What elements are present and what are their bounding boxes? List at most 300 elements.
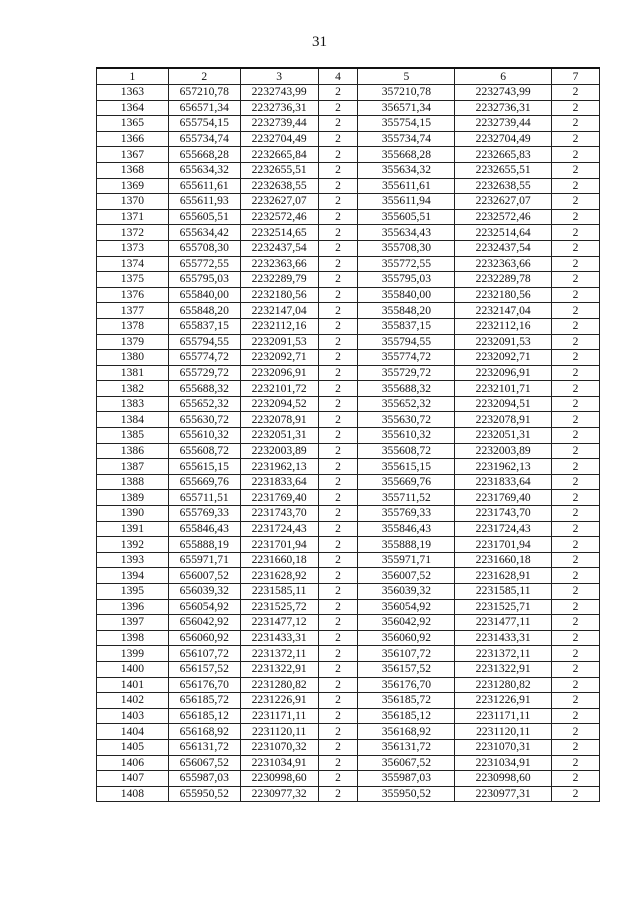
table-cell: 1366 (97, 131, 169, 147)
table-cell: 656571,34 (168, 100, 240, 116)
table-cell: 2 (552, 568, 600, 584)
table-cell: 2230977,31 (455, 786, 552, 802)
table-cell: 655615,15 (168, 459, 240, 475)
table-cell: 355772,55 (358, 256, 455, 272)
table-row (97, 677, 600, 693)
table-cell: 1375 (97, 272, 169, 288)
table-cell: 2231525,72 (240, 599, 318, 615)
table-cell: 656185,12 (168, 708, 240, 724)
table-cell: 2 (318, 334, 358, 350)
table-cell: 655795,03 (168, 272, 240, 288)
table-cell: 656042,92 (168, 615, 240, 631)
table-cell: 2 (552, 225, 600, 241)
table-cell: 655652,32 (168, 396, 240, 412)
table-cell: 655971,71 (168, 552, 240, 568)
table-cell: 656107,72 (168, 646, 240, 662)
table-cell: 1384 (97, 412, 169, 428)
table-cell: 355611,61 (358, 178, 455, 194)
table-cell: 356571,34 (358, 100, 455, 116)
table-cell: 2 (318, 599, 358, 615)
table-cell: 2232638,55 (455, 178, 552, 194)
table-cell: 2232092,71 (240, 350, 318, 366)
table-cell: 2 (318, 272, 358, 288)
table-cell: 2231724,43 (240, 521, 318, 537)
column-header: 7 (552, 68, 600, 85)
table-cell: 2 (552, 630, 600, 646)
table-cell: 2232655,51 (455, 162, 552, 178)
table-cell: 2232091,53 (455, 334, 552, 350)
table-cell: 2 (318, 677, 358, 693)
table-row (97, 428, 600, 444)
table-cell: 2231477,11 (455, 615, 552, 631)
table-cell: 656131,72 (168, 739, 240, 755)
table-cell: 1377 (97, 303, 169, 319)
table-cell: 2 (552, 661, 600, 677)
table-cell: 2232092,71 (455, 350, 552, 366)
table-cell: 2231525,71 (455, 599, 552, 615)
table-cell: 1371 (97, 209, 169, 225)
table-cell: 357210,78 (358, 85, 455, 101)
table-cell: 2 (552, 459, 600, 475)
table-cell: 2231628,92 (240, 568, 318, 584)
table-cell: 2 (552, 116, 600, 132)
table-cell: 2231660,18 (455, 552, 552, 568)
table-cell: 2 (552, 396, 600, 412)
table-cell: 2 (552, 287, 600, 303)
table-cell: 2 (318, 116, 358, 132)
column-header: 6 (455, 68, 552, 85)
table-cell: 2232180,56 (455, 287, 552, 303)
table-cell: 355611,94 (358, 194, 455, 210)
table-cell: 655611,93 (168, 194, 240, 210)
table-cell: 655605,51 (168, 209, 240, 225)
table-row (97, 521, 600, 537)
table-cell: 2 (552, 350, 600, 366)
table-cell: 2231372,11 (455, 646, 552, 662)
table-cell: 655772,55 (168, 256, 240, 272)
table-cell: 1399 (97, 646, 169, 662)
table-cell: 2231372,11 (240, 646, 318, 662)
table-cell: 2231724,43 (455, 521, 552, 537)
table-cell: 355846,43 (358, 521, 455, 537)
table-cell: 2230998,60 (240, 771, 318, 787)
table-cell: 2232094,52 (240, 396, 318, 412)
table-cell: 355668,28 (358, 147, 455, 163)
table-cell: 655708,30 (168, 240, 240, 256)
table-cell: 656039,32 (168, 584, 240, 600)
table-cell: 355652,32 (358, 396, 455, 412)
table-row (97, 147, 600, 163)
table-cell: 655846,43 (168, 521, 240, 537)
table-cell: 1405 (97, 739, 169, 755)
table-row (97, 178, 600, 194)
table-cell: 2230977,32 (240, 786, 318, 802)
table-cell: 2 (552, 474, 600, 490)
table-cell: 1406 (97, 755, 169, 771)
table-cell: 2231701,94 (240, 537, 318, 553)
table-row (97, 599, 600, 615)
table-cell: 2232739,44 (240, 116, 318, 132)
table-cell: 2231280,82 (240, 677, 318, 693)
table-cell: 2 (552, 646, 600, 662)
table-cell: 2 (318, 630, 358, 646)
table-cell: 655754,15 (168, 116, 240, 132)
table-cell: 2231120,11 (455, 724, 552, 740)
table-cell: 2231477,12 (240, 615, 318, 631)
table-cell: 2 (318, 256, 358, 272)
table-cell: 2232096,91 (240, 365, 318, 381)
table-cell: 1407 (97, 771, 169, 787)
table-cell: 355754,15 (358, 116, 455, 132)
table-cell: 2232572,46 (240, 209, 318, 225)
column-header: 1 (97, 68, 169, 85)
table-cell: 2232003,89 (240, 443, 318, 459)
table-cell: 655950,52 (168, 786, 240, 802)
table-cell: 2231962,13 (455, 459, 552, 475)
table-cell: 2 (318, 225, 358, 241)
table-cell: 2 (318, 693, 358, 709)
table-cell: 355608,72 (358, 443, 455, 459)
table-cell: 1374 (97, 256, 169, 272)
table-row (97, 615, 600, 631)
table-cell: 2 (552, 552, 600, 568)
table-cell: 356007,52 (358, 568, 455, 584)
table-cell: 1392 (97, 537, 169, 553)
table-cell: 2232112,16 (240, 318, 318, 334)
table-row (97, 443, 600, 459)
table-cell: 356168,92 (358, 724, 455, 740)
table-cell: 655794,55 (168, 334, 240, 350)
table-cell: 2231226,91 (240, 693, 318, 709)
table-row (97, 100, 600, 116)
table-body (97, 85, 600, 802)
table-cell: 656060,92 (168, 630, 240, 646)
table-cell: 1400 (97, 661, 169, 677)
table-cell: 656007,52 (168, 568, 240, 584)
table-row (97, 771, 600, 787)
table-row (97, 131, 600, 147)
table-row (97, 537, 600, 553)
table-cell: 2 (552, 615, 600, 631)
table-row (97, 194, 600, 210)
table-cell: 355971,71 (358, 552, 455, 568)
table-row (97, 661, 600, 677)
table-cell: 355605,51 (358, 209, 455, 225)
table-cell: 2 (318, 552, 358, 568)
table-cell: 2 (318, 786, 358, 802)
table-cell: 2 (552, 256, 600, 272)
table-cell: 1380 (97, 350, 169, 366)
table-cell: 2232051,31 (455, 428, 552, 444)
table-row (97, 474, 600, 490)
table-cell: 1401 (97, 677, 169, 693)
table-cell: 355987,03 (358, 771, 455, 787)
table-cell: 1381 (97, 365, 169, 381)
table-cell: 655630,72 (168, 412, 240, 428)
table-cell: 355950,52 (358, 786, 455, 802)
table-cell: 2231743,70 (455, 506, 552, 522)
table-cell: 2231070,31 (455, 739, 552, 755)
table-cell: 2 (552, 786, 600, 802)
table-cell: 1397 (97, 615, 169, 631)
table-cell: 2232704,49 (240, 131, 318, 147)
table-cell: 2232091,53 (240, 334, 318, 350)
table-cell: 2 (318, 412, 358, 428)
table-cell: 2 (552, 599, 600, 615)
table-row (97, 334, 600, 350)
table-cell: 2 (318, 443, 358, 459)
table-cell: 2232147,04 (455, 303, 552, 319)
table-cell: 2 (318, 506, 358, 522)
table-cell: 2232003,89 (455, 443, 552, 459)
table-cell: 1402 (97, 693, 169, 709)
table-cell: 1396 (97, 599, 169, 615)
table-cell: 2231769,40 (455, 490, 552, 506)
table-cell: 2232147,04 (240, 303, 318, 319)
table-cell: 656185,72 (168, 693, 240, 709)
table-cell: 2 (318, 661, 358, 677)
table-cell: 2 (552, 739, 600, 755)
table-cell: 656054,92 (168, 599, 240, 615)
table-cell: 355669,76 (358, 474, 455, 490)
table-cell: 2 (318, 428, 358, 444)
table-cell: 2 (318, 381, 358, 397)
table-cell: 2 (552, 334, 600, 350)
table-row (97, 318, 600, 334)
table-cell: 2 (318, 194, 358, 210)
table-cell: 2 (318, 537, 358, 553)
table-cell: 2 (318, 459, 358, 475)
table-cell: 1386 (97, 443, 169, 459)
table-cell: 2 (552, 209, 600, 225)
table-cell: 355774,72 (358, 350, 455, 366)
table-cell: 2 (552, 131, 600, 147)
table-cell: 2232289,78 (455, 272, 552, 288)
table-cell: 1373 (97, 240, 169, 256)
table-cell: 2232736,31 (240, 100, 318, 116)
table-cell: 1364 (97, 100, 169, 116)
table-cell: 2231120,11 (240, 724, 318, 740)
table-cell: 655769,33 (168, 506, 240, 522)
table-row (97, 552, 600, 568)
table-cell: 2 (552, 537, 600, 553)
table-cell: 1379 (97, 334, 169, 350)
table-cell: 2232437,54 (240, 240, 318, 256)
table-cell: 2232363,66 (240, 256, 318, 272)
table-cell: 2231743,70 (240, 506, 318, 522)
table-row (97, 459, 600, 475)
table-cell: 2232101,72 (240, 381, 318, 397)
table-cell: 2231769,40 (240, 490, 318, 506)
table-cell: 2 (552, 272, 600, 288)
table-cell: 655987,03 (168, 771, 240, 787)
table-cell: 2 (552, 506, 600, 522)
table-cell: 356039,32 (358, 584, 455, 600)
table-cell: 2231322,91 (455, 661, 552, 677)
table-cell: 655688,32 (168, 381, 240, 397)
table-cell: 656157,52 (168, 661, 240, 677)
table-cell: 1389 (97, 490, 169, 506)
table-cell: 655729,72 (168, 365, 240, 381)
table-cell: 2 (552, 240, 600, 256)
table-cell: 2232743,99 (240, 85, 318, 101)
table-cell: 2232627,07 (455, 194, 552, 210)
table-cell: 1388 (97, 474, 169, 490)
table-cell: 355634,43 (358, 225, 455, 241)
table-cell: 2231833,64 (455, 474, 552, 490)
table-cell: 1367 (97, 147, 169, 163)
table-cell: 2 (318, 287, 358, 303)
table-cell: 2 (318, 615, 358, 631)
table-cell: 655734,74 (168, 131, 240, 147)
table-cell: 355837,15 (358, 318, 455, 334)
table-cell: 356060,92 (358, 630, 455, 646)
table-cell: 2231628,91 (455, 568, 552, 584)
table-cell: 656067,52 (168, 755, 240, 771)
table-cell: 2231433,31 (455, 630, 552, 646)
table-row (97, 303, 600, 319)
table-row (97, 240, 600, 256)
table-cell: 2231585,11 (455, 584, 552, 600)
table-cell: 2 (318, 85, 358, 101)
table-cell: 655610,32 (168, 428, 240, 444)
column-header: 3 (240, 68, 318, 85)
table-cell: 655888,19 (168, 537, 240, 553)
table-row (97, 739, 600, 755)
table-cell: 2 (318, 350, 358, 366)
table-cell: 2231280,82 (455, 677, 552, 693)
table-cell: 355795,03 (358, 272, 455, 288)
table-row (97, 490, 600, 506)
table-cell: 2231070,32 (240, 739, 318, 755)
table-cell: 2232051,31 (240, 428, 318, 444)
table-cell: 355848,20 (358, 303, 455, 319)
table-row (97, 381, 600, 397)
table-cell: 1398 (97, 630, 169, 646)
table-row (97, 506, 600, 522)
table-cell: 1376 (97, 287, 169, 303)
table-cell: 2 (552, 708, 600, 724)
table-cell: 2231660,18 (240, 552, 318, 568)
table-row (97, 116, 600, 132)
table-cell: 356176,70 (358, 677, 455, 693)
table-cell: 1394 (97, 568, 169, 584)
table-cell: 2232094,51 (455, 396, 552, 412)
table-cell: 2 (318, 396, 358, 412)
table-cell: 2 (318, 771, 358, 787)
table-cell: 2232665,84 (240, 147, 318, 163)
table-cell: 2232743,99 (455, 85, 552, 101)
table-cell: 2 (552, 490, 600, 506)
table-cell: 2232704,49 (455, 131, 552, 147)
table-cell: 2 (552, 85, 600, 101)
table-cell: 1390 (97, 506, 169, 522)
table-row (97, 568, 600, 584)
table-row (97, 396, 600, 412)
table-cell: 655634,32 (168, 162, 240, 178)
table-cell: 356131,72 (358, 739, 455, 755)
table-cell: 2 (552, 443, 600, 459)
table-cell: 356067,52 (358, 755, 455, 771)
table-row (97, 584, 600, 600)
column-header: 2 (168, 68, 240, 85)
table-cell: 1395 (97, 584, 169, 600)
table-cell: 355734,74 (358, 131, 455, 147)
table-cell: 2 (552, 303, 600, 319)
table-cell: 2232112,16 (455, 318, 552, 334)
table-cell: 2232096,91 (455, 365, 552, 381)
table-cell: 655668,28 (168, 147, 240, 163)
table-cell: 1408 (97, 786, 169, 802)
table-cell: 1382 (97, 381, 169, 397)
table-cell: 2 (318, 100, 358, 116)
table-cell: 2 (318, 584, 358, 600)
table-cell: 655711,51 (168, 490, 240, 506)
table-cell: 355711,52 (358, 490, 455, 506)
table-cell: 656176,70 (168, 677, 240, 693)
table-cell: 2 (318, 209, 358, 225)
table-cell: 2232736,31 (455, 100, 552, 116)
table-cell: 655611,61 (168, 178, 240, 194)
table-cell: 655774,72 (168, 350, 240, 366)
table-cell: 2 (552, 381, 600, 397)
table-row (97, 693, 600, 709)
table-cell: 1363 (97, 85, 169, 101)
table-row (97, 786, 600, 802)
table-cell: 2231034,91 (240, 755, 318, 771)
table-cell: 2 (552, 162, 600, 178)
table-cell: 2232289,79 (240, 272, 318, 288)
column-header: 4 (318, 68, 358, 85)
table-cell: 2232363,66 (455, 256, 552, 272)
table-cell: 2 (318, 755, 358, 771)
table-cell: 2 (552, 100, 600, 116)
table-cell: 356054,92 (358, 599, 455, 615)
table-cell: 2232078,91 (455, 412, 552, 428)
table-cell: 2232101,71 (455, 381, 552, 397)
table-cell: 355630,72 (358, 412, 455, 428)
table-cell: 2 (318, 318, 358, 334)
table-cell: 2 (318, 490, 358, 506)
table-row (97, 287, 600, 303)
table-cell: 1372 (97, 225, 169, 241)
table-row (97, 708, 600, 724)
table-cell: 2232514,64 (455, 225, 552, 241)
table-cell: 1391 (97, 521, 169, 537)
table-cell: 2 (552, 693, 600, 709)
table-cell: 355888,19 (358, 537, 455, 553)
table-cell: 2 (318, 474, 358, 490)
table-cell: 1370 (97, 194, 169, 210)
table-cell: 2232078,91 (240, 412, 318, 428)
table-cell: 2 (318, 147, 358, 163)
table-cell: 655848,20 (168, 303, 240, 319)
table-cell: 356185,72 (358, 693, 455, 709)
table-cell: 2231833,64 (240, 474, 318, 490)
table-cell: 1403 (97, 708, 169, 724)
table-cell: 2 (318, 521, 358, 537)
table-cell: 2232572,46 (455, 209, 552, 225)
table-row (97, 412, 600, 428)
table-cell: 356157,52 (358, 661, 455, 677)
table-cell: 2 (318, 240, 358, 256)
coordinates-table (96, 67, 600, 802)
table-cell: 2 (552, 584, 600, 600)
table-cell: 2 (318, 178, 358, 194)
table-cell: 2 (552, 771, 600, 787)
table-cell: 2231433,31 (240, 630, 318, 646)
table-cell: 657210,78 (168, 85, 240, 101)
